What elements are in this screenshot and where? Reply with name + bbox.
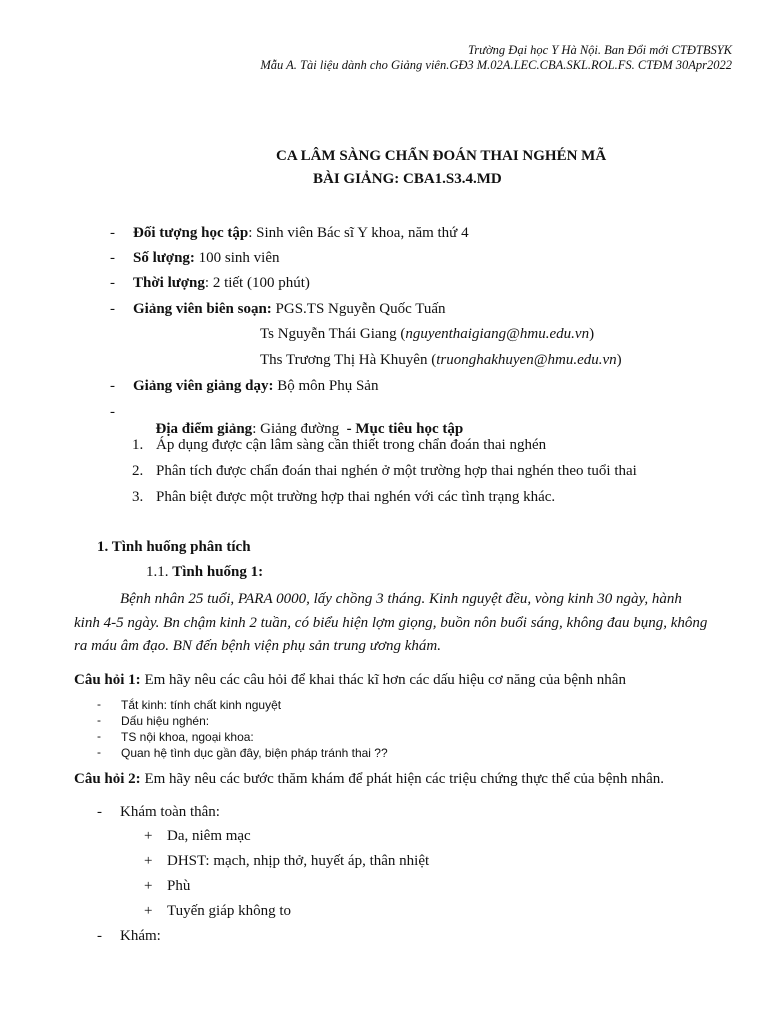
question-text: Em hãy nêu các câu hỏi để khai thác kĩ hơn các dấu hiệu cơ năng của bệnh nhân [140, 672, 626, 688]
list-item: Tắt kinh: tính chất kinh nguyệt [121, 698, 282, 712]
bullet-dash: - [110, 301, 115, 317]
bullet-dash: - [110, 404, 115, 420]
objective-text: Phân tích được chẩn đoán thai nghén ở một trường hợp thai nghén theo tuổi thai [156, 463, 637, 479]
info-label: Địa điểm giảng [155, 421, 253, 437]
header-line-2: Mẫu A. Tài liệu dành cho Giảng viên.GĐ3 M.02A.LEC.CBA.SKL.ROL.FS. CTĐM 30Apr2022 [260, 58, 732, 72]
section-heading: 1. Tình huống phân tích [97, 539, 251, 555]
info-label: Giảng viên biên soạn: [133, 301, 272, 317]
email-link: truonghakhuyen@hmu.edu.vn [436, 352, 617, 368]
question-text: Em hãy nêu các bước thăm khám để phát hiện các triệu chứng thực thể của bệnh nhân. [140, 771, 665, 787]
info-value: PGS.TS Nguyễn Quốc Tuấn [275, 301, 446, 317]
list-item: Dấu hiệu nghén: [121, 714, 210, 728]
list-item: Tuyến giáp không to [167, 903, 292, 919]
objective-number: 3. [132, 489, 144, 505]
bullet-dash: - [110, 250, 115, 266]
document-title: CA LÂM SÀNG CHẨN ĐOÁN THAI NGHÉN MÃ [276, 148, 607, 164]
case-line: kinh 4-5 ngày. Bn chậm kinh 2 tuần, có biểu hiện lợm giọng, buồn nôn buổi sáng, không đau bụng, không [74, 615, 708, 631]
list-item: DHST: mạch, nhịp thở, huyết áp, thân nhiệt [167, 853, 430, 869]
objective-text: Áp dụng được cận lâm sàng cần thiết trong chẩn đoán thai nghén [156, 437, 547, 453]
info-value: 2 tiết (100 phút) [212, 275, 310, 291]
info-label: Thời lượng [133, 275, 205, 291]
objectives-heading: - Mục tiêu học tập [346, 421, 464, 437]
subsection-heading: 1.1. Tình huống 1: [146, 564, 264, 580]
plus-bullet: + [144, 903, 153, 919]
bullet-dash: - [110, 378, 115, 394]
list-item: Quan hệ tình dục gần đây, biện pháp tránh thai ?? [121, 746, 388, 760]
case-line: Bệnh nhân 25 tuổi, PARA 0000, lấy chồng 3 tháng. Kinh nguyệt đều, vòng kinh 30 ngày, hành [120, 591, 682, 607]
list-item: Da, niêm mạc [167, 828, 251, 844]
list-item: Khám toàn thân: [120, 804, 220, 820]
list-item: Phù [167, 878, 191, 894]
info-value: : Giảng đường [252, 421, 347, 437]
lecture-code: BÀI GIẢNG: CBA1.S3.4.MD [313, 171, 502, 187]
objective-text: Phân biệt được một trường hợp thai nghén với các tình trạng khác. [156, 489, 556, 505]
info-value: Sinh viên Bác sĩ Y khoa, năm thứ 4 [256, 225, 469, 241]
objective-number: 2. [132, 463, 144, 479]
plus-bullet: + [144, 878, 153, 894]
info-value: 100 sinh viên [198, 250, 280, 266]
bullet-dash: - [97, 804, 102, 820]
case-line: ra máu âm đạo. BN đến bệnh viện phụ sản trung ương khám. [74, 638, 441, 654]
co-author: Ts Nguyễn Thái Giang (nguyenthaigiang@hmu.edu.vn) [260, 326, 595, 342]
info-value: Bộ môn Phụ Sản [273, 378, 379, 394]
list-item: Khám: [120, 928, 161, 944]
plus-bullet: + [144, 853, 153, 869]
header-line-1: Trường Đại học Y Hà Nội. Ban Đổi mới CTĐTBSYK [468, 43, 732, 57]
question-label: Câu hỏi 1: [74, 672, 141, 688]
question-1 [74, 672, 626, 689]
plus-bullet: + [144, 828, 153, 844]
bullet-dash: - [110, 225, 115, 241]
question-label: Câu hỏi 2: [74, 771, 141, 787]
email-link: nguyenthaigiang@hmu.edu.vn [405, 326, 590, 342]
info-label: Đối tượng học tập [133, 225, 249, 241]
bullet-dash: - [97, 928, 102, 944]
info-label: Số lượng: [133, 250, 195, 266]
list-item: TS nội khoa, ngoại khoa: [121, 730, 254, 744]
objective-number: 1. [132, 437, 144, 453]
bullet-dash: - [110, 275, 115, 291]
info-label: Giảng viên giảng dạy: [133, 378, 274, 394]
question-2 [74, 771, 664, 788]
co-author: Ths Trương Thị Hà Khuyên (truonghakhuyen@hmu.edu.vn) [260, 352, 622, 368]
